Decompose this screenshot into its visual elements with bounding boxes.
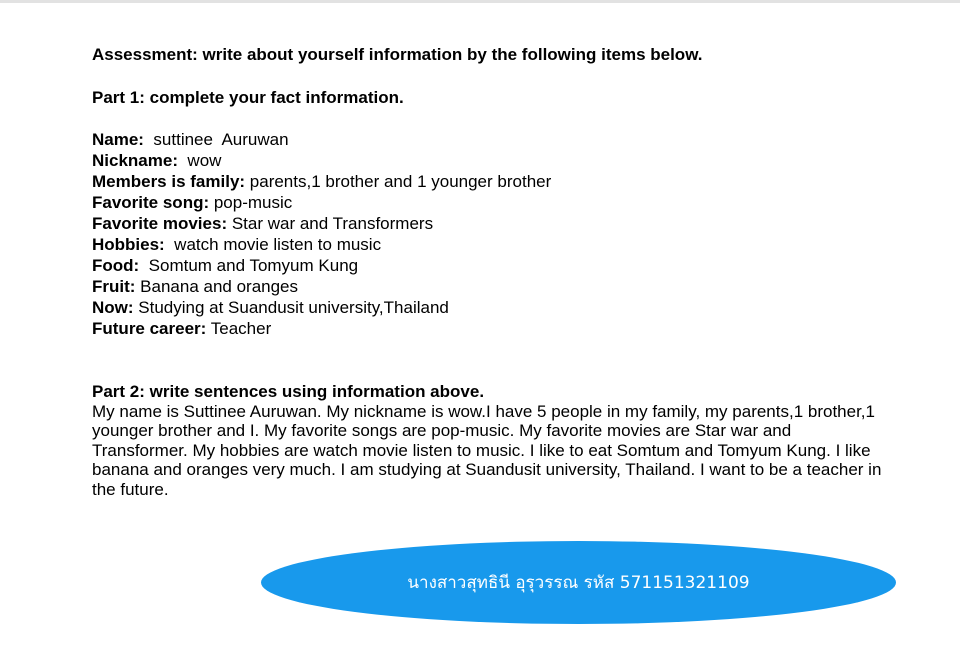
part1-heading: Part 1: complete your fact information. [92,88,404,107]
fact-label: Food: [92,256,140,275]
fact-label: Future career: [92,319,207,338]
part2-paragraph: My name is Suttinee Auruwan. My nickname is wow.I have 5 people in my family, my parents,1 brother,1 younger brother and I. My favorite songs are pop-music. My favorite movies are Star war and Transformer. My hobbies are watch movie listen to music. I like to eat Somtum and Tomyum Kung. I like banana and oranges very much. I am studying at Suandusit university, Thailand. I want to be a teacher in the future. [92,402,882,499]
fact-label: Fruit: [92,277,136,296]
student-name-badge [261,541,896,624]
fact-label: Name: [92,130,144,149]
assessment-document [92,44,882,499]
fact-item-name [92,129,882,150]
fact-item-song [92,192,882,213]
part2-heading: Part 2: write sentences using information above. [92,382,485,401]
fact-item-now [92,297,882,318]
student-name-text: นางสาวสุทธินี อุรุวรรณ รหัส 571151321109 [407,573,750,593]
fact-label: Members is family: [92,172,246,191]
fact-item-family [92,171,882,192]
fact-value: pop-music [209,193,293,212]
fact-value: Teacher [206,319,272,338]
fact-item-food [92,255,882,276]
fact-label: Now: [92,298,134,317]
fact-value: wow [177,151,222,170]
fact-value: Studying at Suandusit university,Thailand [133,298,449,317]
fact-label: Nickname: [92,151,178,170]
fact-item-fruit [92,276,882,297]
fact-item-movies [92,213,882,234]
fact-item-career [92,318,882,339]
fact-value: parents,1 brother and 1 younger brother [245,172,552,191]
fact-value: suttinee Auruwan [143,130,289,149]
fact-label: Favorite song: [92,193,210,212]
fact-list [92,129,882,339]
fact-item-nickname [92,150,882,171]
fact-value: Banana and oranges [135,277,299,296]
assessment-heading: Assessment: write about yourself information by the following items below. [92,45,703,64]
fact-label: Favorite movies: [92,214,228,233]
part2-section [92,381,882,499]
fact-value: Star war and Transformers [227,214,434,233]
fact-item-hobbies [92,234,882,255]
fact-label: Hobbies: [92,235,165,254]
top-border [0,0,960,3]
fact-value: watch movie listen to music [164,235,382,254]
fact-value: Somtum and Tomyum Kung [139,256,359,275]
